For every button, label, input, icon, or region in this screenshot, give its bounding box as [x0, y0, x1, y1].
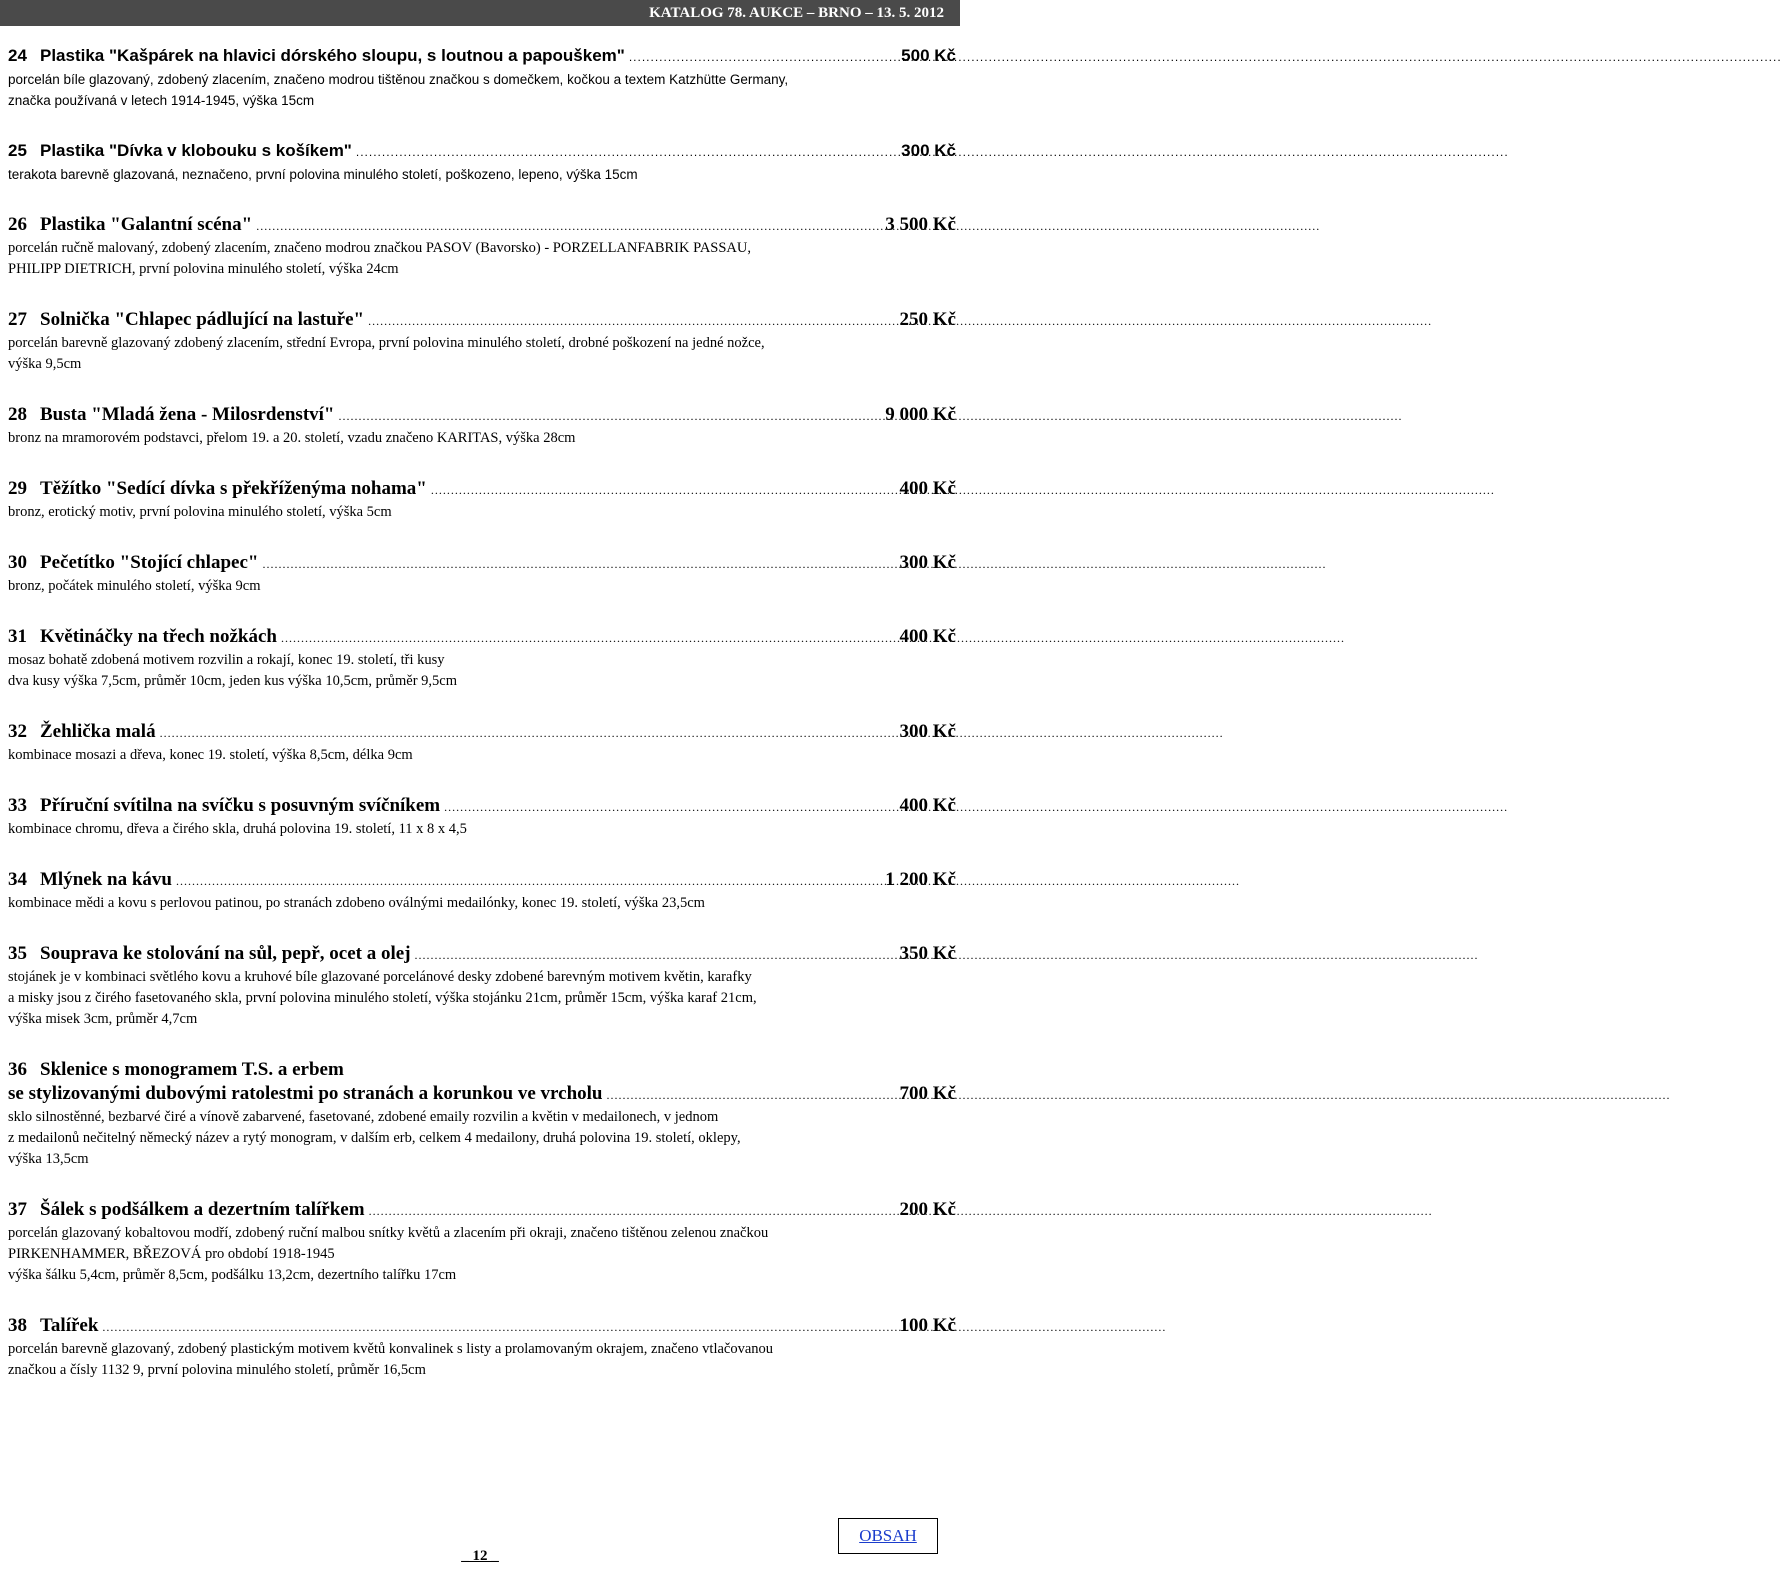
lot-item: [8, 794, 956, 840]
lot-description-line: mosaz bohatě zdobená motivem rozvilin a rokají, konec 19. století, tři kusy: [8, 652, 445, 668]
lot-number: 32: [8, 721, 27, 742]
catalog-header: [0, 0, 960, 26]
lot-description-line: porcelán bíle glazovaný, zdobený zlacením, značeno modrou tištěnou značkou s domečkem, kočkou a textem Katzhütte Germany,: [8, 72, 789, 87]
lot-title-row: [8, 213, 956, 238]
dot-leader: [338, 404, 881, 428]
lot-description-line: porcelán barevně glazovaný, zdobený plastickým motivem květů konvalinek s listy a prolamovaným okrajem, značeno vtlačovanou: [8, 1341, 774, 1357]
lot-description-line: výška 13,5cm: [8, 1151, 89, 1167]
lot-title: Plastika "Dívka v klobouku s košíkem": [40, 141, 352, 160]
lot-item: [8, 551, 956, 597]
lot-price: 400 Kč: [899, 626, 956, 647]
lot-title-row: [8, 794, 956, 819]
lot-title: Solnička "Chlapec pádlující na lastuře": [40, 309, 365, 330]
lot-number: 38: [8, 1315, 27, 1336]
lot-price: 250 Kč: [899, 309, 956, 330]
lot-title-row: [8, 1314, 956, 1339]
lot-number: 26: [8, 214, 27, 235]
lot-price: 200 Kč: [899, 1199, 956, 1220]
lot-title: Těžítko "Sedící dívka s překříženýma nohama": [40, 478, 427, 499]
lot-title: Mlýnek na kávu: [40, 869, 172, 890]
dot-leader: [256, 214, 881, 238]
dot-leader: [176, 869, 881, 893]
lot-title-row: [8, 403, 956, 428]
lot-description-line: kombinace chromu, dřeva a čirého skla, druhá polovina 19. století, 11 x 8 x 4,5: [8, 821, 467, 837]
lot-price: 400 Kč: [899, 478, 956, 499]
lot-price: 300 Kč: [899, 721, 956, 742]
lot-price: 700 Kč: [899, 1083, 956, 1104]
lot-description-line: PIRKENHAMMER, BŘEZOVÁ pro období 1918-1945: [8, 1246, 335, 1262]
lot-description: [8, 967, 956, 1030]
lot-item: [8, 477, 956, 523]
lot-item: [8, 625, 956, 692]
lot-number: 24: [8, 46, 27, 65]
lot-description-line: a misky jsou z čirého fasetovaného skla, první polovina minulého století, výška stojánku 21cm, průměr 15cm, výška karaf 21cm,: [8, 990, 757, 1006]
lot-description-line: značka používaná v letech 1914-1945, výška 15cm: [8, 93, 315, 108]
lot-description: [8, 1339, 956, 1381]
lot-description: [8, 650, 956, 692]
dot-leader: [102, 1315, 895, 1339]
lot-title-first-line: Sklenice s monogramem T.S. a erbem: [40, 1059, 344, 1080]
lot-title: Šálek s podšálkem a dezertním talířkem: [40, 1199, 365, 1220]
dot-leader: [444, 795, 895, 819]
catalog-title: KATALOG 78. AUKCE – BRNO – 13. 5. 2012: [649, 5, 944, 21]
lot-number: 29: [8, 478, 27, 499]
lot-number: 31: [8, 626, 27, 647]
lot-description-line: porcelán barevně glazovaný zdobený zlacením, střední Evropa, první polovina minulého století, drobné poškození na jedné nožce,: [8, 335, 765, 351]
lot-title: se stylizovanými dubovými ratolestmi po stranách a korunkou ve vrcholu: [8, 1083, 603, 1104]
lot-price: 300 Kč: [901, 141, 956, 160]
lot-title: Souprava ke stolování na sůl, pepř, ocet a olej: [40, 943, 411, 964]
lot-description-line: bronz na mramorovém podstavci, přelom 19. a 20. století, vzadu značeno KARITAS, výška 28cm: [8, 430, 576, 446]
lot-item: [8, 720, 956, 766]
lot-item: [8, 942, 956, 1030]
lot-price: 100 Kč: [899, 1315, 956, 1336]
lot-title: Pečetítko "Stojící chlapec": [40, 552, 259, 573]
lot-price: 3 500 Kč: [885, 214, 956, 235]
lot-number: 37: [8, 1199, 27, 1220]
lot-description-line: značkou a čísly 1132 9, první polovina minulého století, průměr 16,5cm: [8, 1362, 426, 1378]
lot-number: 27: [8, 309, 27, 330]
lot-description-line: sklo silnostěnné, bezbarvé čiré a vínově zabarvené, fasetované, zdobené emaily rozvilin a květin v medailonech, v jednom: [8, 1109, 719, 1125]
lot-number: 28: [8, 404, 27, 425]
lot-description: [8, 502, 956, 523]
lot-description: [8, 1223, 956, 1286]
dot-leader: [160, 721, 896, 745]
lot-number: 25: [8, 141, 27, 160]
lot-title-row: [8, 139, 956, 164]
lot-title: Žehlička malá: [40, 721, 156, 742]
lot-title-row: [8, 44, 956, 69]
lot-item: [8, 868, 956, 914]
dot-leader: [431, 478, 896, 502]
lot-list: [8, 44, 956, 1409]
lot-description: [8, 1107, 956, 1170]
lot-number: 30: [8, 552, 27, 573]
lot-description: [8, 893, 956, 914]
lot-price: 1 200 Kč: [885, 869, 956, 890]
lot-item: [8, 1198, 956, 1286]
lot-title: Příruční svítilna na svíčku s posuvným svíčníkem: [40, 795, 441, 816]
dot-leader: [281, 626, 896, 650]
lot-title: Plastika "Kašpárek na hlavici dórského sloupu, s loutnou a papouškem": [40, 46, 625, 65]
lot-description-line: stojánek je v kombinaci světlého kovu a kruhové bíle glazované porcelánové desky zdobené barevným motivem květin, karafky: [8, 969, 752, 985]
lot-item: [8, 44, 956, 111]
lot-number: 33: [8, 795, 27, 816]
lot-description: [8, 69, 956, 111]
lot-number: 34: [8, 869, 27, 890]
dot-leader: [607, 1083, 896, 1107]
dot-leader: [356, 140, 897, 164]
lot-description: [8, 745, 956, 766]
lot-title-row: [8, 477, 956, 502]
dot-leader: [369, 1199, 896, 1223]
lot-item: [8, 308, 956, 375]
lot-description: [8, 819, 956, 840]
lot-description-line: kombinace mědi a kovu s perlovou patinou, po stranách zdobeno oválnými medailónky, konec 19. století, výška 23,5cm: [8, 895, 705, 911]
lot-number: 36: [8, 1059, 27, 1080]
dot-leader: [262, 552, 895, 576]
lot-number: 35: [8, 943, 27, 964]
lot-description-line: dva kusy výška 7,5cm, průměr 10cm, jeden kus výška 10,5cm, průměr 9,5cm: [8, 673, 458, 689]
lot-title-row: [8, 308, 956, 333]
lot-item: [8, 139, 956, 185]
obsah-button[interactable]: OBSAH: [838, 1518, 938, 1554]
lot-description-line: porcelán glazovaný kobaltovou modří, zdobený ruční malbou snítky květů a zlacením při okraji, značeno tištěnou zelenou značkou: [8, 1225, 769, 1241]
lot-price: 350 Kč: [899, 943, 956, 964]
lot-description-line: výška 9,5cm: [8, 356, 82, 372]
lot-title: Plastika "Galantní scéna": [40, 214, 253, 235]
lot-description-line: výška misek 3cm, průměr 4,7cm: [8, 1011, 198, 1027]
lot-description: [8, 164, 956, 185]
lot-price: 500 Kč: [901, 46, 956, 65]
lot-title: Květináčky na třech nožkách: [40, 626, 277, 647]
lot-title-row: [8, 868, 956, 893]
lot-description-line: PHILIPP DIETRICH, první polovina minulého století, výška 24cm: [8, 261, 399, 277]
lot-description: [8, 576, 956, 597]
lot-title: Talířek: [40, 1315, 99, 1336]
lot-description-line: kombinace mosazi a dřeva, konec 19. století, výška 8,5cm, délka 9cm: [8, 747, 413, 763]
lot-description-line: bronz, erotický motiv, první polovina minulého století, výška 5cm: [8, 504, 392, 520]
lot-description-line: z medailonů nečitelný německý název a rytý monogram, v dalším erb, celkem 4 medailony, druhá polovina 19. století, oklepy,: [8, 1130, 741, 1146]
lot-price: 400 Kč: [899, 795, 956, 816]
lot-description: [8, 238, 956, 280]
lot-title-row: [8, 1198, 956, 1223]
lot-title-row: [8, 720, 956, 745]
lot-item: [8, 403, 956, 449]
lot-description: [8, 333, 956, 375]
dot-leader: [368, 309, 895, 333]
lot-price: 9 000 Kč: [885, 404, 956, 425]
lot-description-line: výška šálku 5,4cm, průměr 8,5cm, podšálku 13,2cm, dezertního talířku 17cm: [8, 1267, 457, 1283]
lot-price: 300 Kč: [899, 552, 956, 573]
lot-title-row: [8, 942, 956, 967]
dot-leader: [629, 45, 897, 69]
lot-item: [8, 1058, 956, 1170]
dot-leader: [415, 943, 896, 967]
lot-description: [8, 428, 956, 449]
page-number: _ 12 _: [461, 1548, 499, 1564]
lot-description-line: terakota barevně glazovaná, neznačeno, první polovina minulého století, poškozeno, lepeno, výška 15cm: [8, 167, 638, 182]
lot-title: Busta "Mladá žena - Milosrdenství": [40, 404, 335, 425]
lot-description-line: porcelán ručně malovaný, zdobený zlacením, značeno modrou značkou PASOV (Bavorsko) - PORZELLANFABRIK PASSAU,: [8, 240, 751, 256]
lot-title-line: [8, 1058, 956, 1082]
lot-item: [8, 1314, 956, 1381]
lot-item: [8, 213, 956, 280]
lot-title-row: [8, 551, 956, 576]
lot-title-row: [8, 1082, 956, 1107]
lot-title-row: [8, 625, 956, 650]
lot-description-line: bronz, počátek minulého století, výška 9cm: [8, 578, 261, 594]
